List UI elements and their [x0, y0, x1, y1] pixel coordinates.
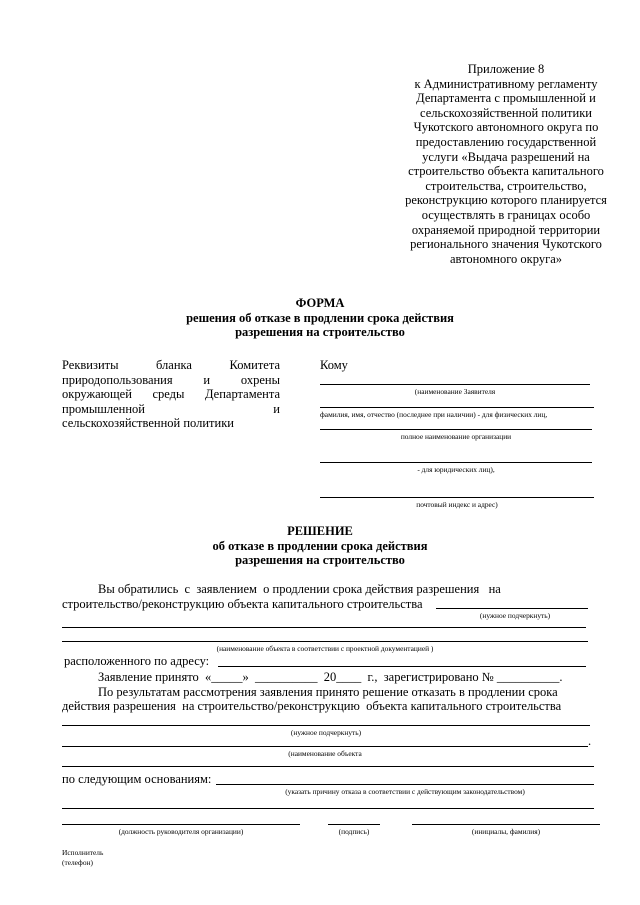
appendix-block: [388, 62, 624, 266]
hint-address: почтовый индекс и адрес): [416, 500, 498, 509]
hint-applicant: (наименование Заявителя: [414, 387, 496, 396]
object-line-1[interactable]: [62, 627, 586, 628]
form-title: [120, 296, 520, 340]
decision-title-line2: об отказе в продлении срока действия: [212, 538, 428, 553]
appendix-line: строительство объекта капитального: [408, 164, 604, 179]
initials-line[interactable]: [412, 824, 600, 825]
grounds-label: по следующим основаниям:: [62, 772, 212, 786]
appendix-line: Приложение 8: [467, 62, 545, 76]
requisites-block: [62, 358, 280, 431]
refusal-line-3[interactable]: [62, 766, 594, 767]
requisites-line: сельскохозяйственной политики: [62, 416, 234, 431]
address-field-line[interactable]: [218, 666, 586, 667]
decision-title-line3: разрешения на строительство: [235, 553, 405, 568]
body-p1-line1: Вы обратились с заявлением о продлении срока действия разрешения на: [98, 582, 501, 596]
hint-org: полное наименование организации: [400, 432, 512, 441]
requisites-line: окружающей среды Департамента: [62, 387, 280, 402]
fio-line[interactable]: [320, 407, 594, 408]
hint-underline-2: (нужное подчеркнуть): [290, 728, 362, 737]
appendix-line: сельскохозяйственной политики: [420, 105, 592, 120]
period-mark: .: [588, 734, 592, 748]
requisites-line: Реквизиты бланка Комитета: [62, 358, 280, 372]
appendix-line: реконструкцию которого планируется: [405, 193, 607, 208]
appendix-line: охраняемой природной территории: [411, 222, 601, 237]
phone-label: (телефон): [62, 858, 93, 867]
body-p2-line1: По результатам рассмотрения заявления принято решение отказать в продлении срока: [98, 685, 558, 699]
to-label: Кому: [320, 358, 348, 372]
position-line[interactable]: [62, 824, 300, 825]
form-title-line1: ФОРМА: [295, 296, 345, 310]
appendix-line: строительства, строительство,: [425, 178, 587, 193]
signature-line[interactable]: [328, 824, 380, 825]
legal-line[interactable]: [320, 462, 592, 463]
appendix-line: предоставлению государственной: [415, 134, 597, 149]
appendix-line: Чукотского автономного округа по: [413, 120, 599, 135]
appendix-line: Департамента с промышленной и: [416, 91, 596, 106]
address-line[interactable]: [320, 497, 594, 498]
decision-title: [120, 524, 520, 568]
body-p1-line2: строительство/реконструкцию объекта капитального строительства: [62, 597, 423, 611]
refusal-line-1[interactable]: [62, 725, 590, 726]
appendix-line: автономного округа»: [449, 251, 562, 266]
executor-label: Исполнитель: [62, 848, 104, 857]
hint-initials: (инициалы, фамилия): [471, 827, 541, 836]
appendix-line: к Административному регламенту: [414, 76, 598, 91]
appendix-line: осуществлять в границах особо: [421, 207, 591, 222]
appendix-line: услуги «Выдача разрешений на: [422, 149, 590, 164]
refusal-line-2[interactable]: [62, 746, 588, 747]
hint-signature: (подпись): [338, 827, 370, 836]
hint-object-project: (наименование объекта в соответствии с проектной документацией ): [216, 644, 434, 653]
grounds-line-2[interactable]: [62, 808, 594, 809]
requisites-line: природопользования и охрены: [62, 372, 280, 387]
body-p2-line2: действия разрешения на строительство/реконструкцию объекта капитального строительства: [62, 699, 562, 713]
applicant-line[interactable]: [320, 384, 590, 385]
org-line[interactable]: [320, 429, 592, 430]
hint-object-name: (наименование объекта: [288, 749, 362, 758]
form-title-line3: разрешения на строительство: [235, 325, 405, 340]
requisites-line: промышленной и: [62, 401, 280, 416]
form-title-line2: решения об отказе в продлении срока действия: [186, 310, 454, 325]
object-line-2[interactable]: [62, 641, 588, 642]
object-type-line[interactable]: [436, 608, 588, 609]
hint-reason: (указать причину отказа в соответствии с действующим законодательством): [285, 787, 525, 796]
application-line: Заявление принято «_____» __________ 20____ г., зарегистрировано № __________.: [98, 670, 563, 684]
address-label: расположенного по адресу:: [64, 654, 210, 668]
hint-position: (должность руководителя организации): [118, 827, 244, 836]
hint-underline-1: (нужное подчеркнуть): [479, 611, 551, 620]
hint-fio: фамилия, имя, отчество (последнее при наличии) - для физических лиц,: [320, 410, 548, 419]
appendix-line: регионального значения Чукотского: [410, 237, 602, 252]
grounds-field-line[interactable]: [216, 784, 594, 785]
hint-legal: - для юридических лиц),: [417, 465, 495, 474]
decision-title-line1: РЕШЕНИЕ: [287, 524, 353, 538]
